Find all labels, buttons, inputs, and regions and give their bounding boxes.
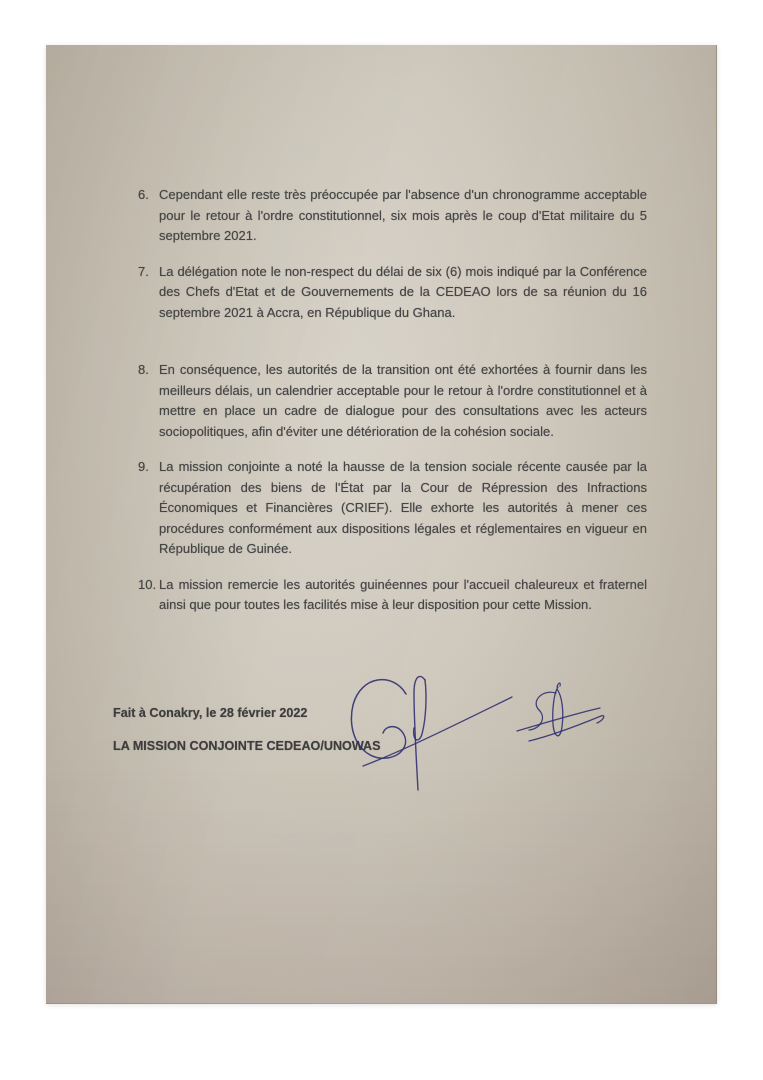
item-number: 7. — [138, 263, 149, 279]
list-item-6 — [138, 185, 647, 247]
list-item-8 — [138, 360, 647, 442]
item-number: 9. — [138, 459, 149, 474]
item-text: La mission remercie les autorités guinéennes pour l'accueil chaleureux et fraternel ainsi que pour toutes les facilités mise à leur disposition pour cette Mission. — [159, 576, 647, 612]
list-item-9 — [138, 457, 647, 560]
document-page — [46, 45, 717, 1004]
mission-line: LA MISSION CONJOINTE CEDEAO/UNOWAS — [113, 738, 381, 753]
document-footer — [46, 706, 716, 753]
list-item-10 — [138, 575, 647, 616]
list-item-7 — [138, 262, 647, 324]
item-text: La mission conjointe a noté la hausse de la tension sociale récente causée par la récupération des biens de l'État par la Cour de Répression des Infractions Économiques et Financières (CRIEF). Elle exhorte les autorités à mener ces procédures conformément aux dispositions légales et réglementaires en vigueur en République de Guinée. — [159, 459, 647, 556]
item-text: Cependant elle reste très préoccupée par l'absence d'un chronogramme acceptable pour le retour à l'ordre constitutionnel, six mois après le coup d'Etat militaire du 5 septembre 2021. — [159, 187, 647, 243]
document-body — [46, 45, 716, 616]
item-number: 8. — [138, 362, 149, 377]
date-line: Fait à Conakry, le 28 février 2022 — [113, 705, 308, 720]
item-number: 6. — [138, 187, 149, 202]
item-text: En conséquence, les autorités de la transition ont été exhortées à fournir dans les meilleurs délais, un calendrier acceptable pour le retour à l'ordre constitutionnel et à mettre en place un cadre de dialogue pour des consultations avec les acteurs sociopolitiques, afin d'éviter une détérioration de la cohésion sociale. — [159, 362, 647, 439]
item-text: La délégation note le non-respect du délai de six (6) mois indiqué par la Conférence des Chefs d'Etat et de Gouvernements de la CEDEAO lors de sa réunion du 16 septembre 2021 à Accra, en République du Ghana. — [159, 263, 647, 320]
item-number: 10. — [138, 576, 157, 592]
